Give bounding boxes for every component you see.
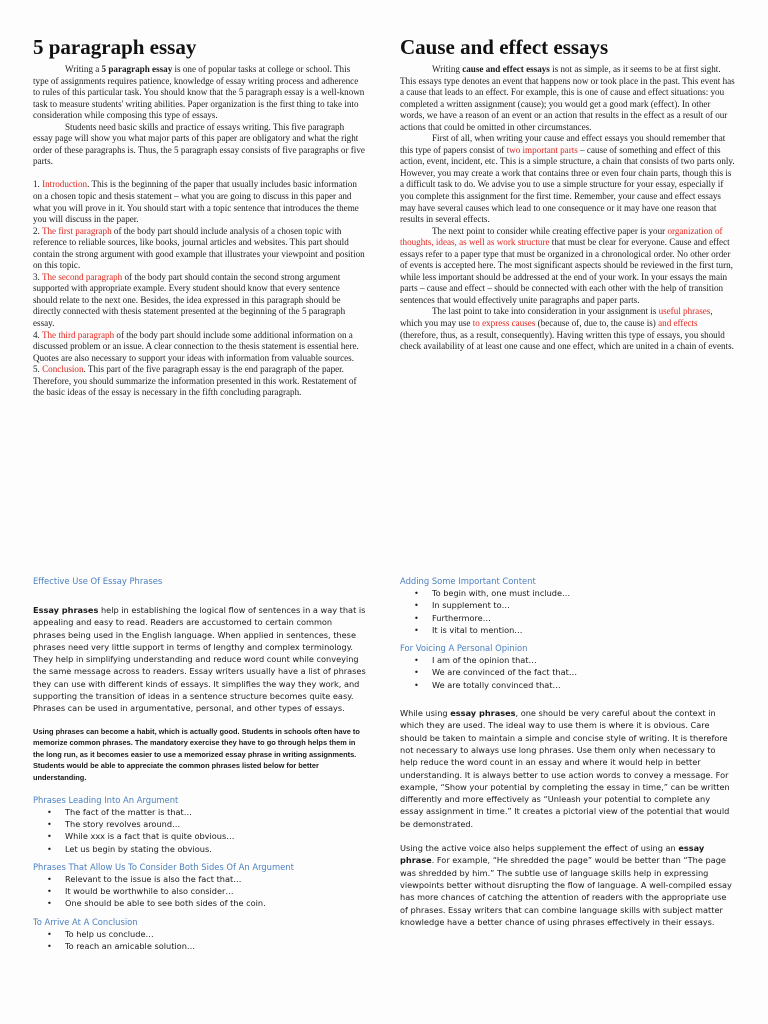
- list-item: • To begin with, one must include…: [432, 587, 735, 599]
- cause-effect-title: Cause and effect essays: [400, 35, 609, 59]
- list-item: • To reach an amicable solution…: [65, 940, 366, 952]
- both-sides-phrase-list: [33, 873, 366, 910]
- list-item: • One should be able to see both sides of the coin.: [65, 897, 366, 909]
- list-item: 3. The second paragraph of the body part should contain the second strong argument supported with appropriate example. Every student should know that every sentence should relate to the next one. Besides, the idea expressed in this paragraph should be directly connected with thesis statement presented at the beginning of the 5 paragraph essay.: [33, 271, 346, 328]
- important-content-heading: Adding Some Important Content: [400, 576, 536, 586]
- paragraph-list: [33, 179, 366, 398]
- personal-opinion-list: [400, 654, 735, 691]
- list-item: • In supplement to…: [432, 599, 735, 611]
- list-item: • It would be worthwhile to also consider…: [65, 885, 366, 897]
- list-item: • The story revolves around…: [65, 818, 366, 830]
- five-paragraph-essay-section: [33, 36, 366, 399]
- skills-paragraph: Students need basic skills and practice of essays writing. This five paragraph essay page will show you what major parts of this paper are obligatory and what the right order of these paragraphs is. Thus, the 5 paragraph essay consists of five paragraphs or five parts.: [33, 121, 365, 167]
- structure-paragraph: First of all, when writing your cause and effect essays you should remember that this type of papers consist of two important parts – cause of something and effect of this action, event, incident, etc. This is a simple structure, a chain that consists of two parts only. However, you may create a work that contains three or even four chain parts, though this is a difficult task to do. We advise you to use a simple structure for your essay, especially if you complete this assignment for the first time. Remember, your cause and effect essays may have several causes which lead to one consequence or it may have one reason that results in several effects.: [400, 133, 735, 225]
- list-item: 2. The first paragraph of the body part should include analysis of a chosen topic with reference to reliable sources, like books, journal articles and websites. This part should contain the strong argument with good example that illustrates your viewpoint and position on this topic.: [33, 225, 365, 271]
- list-item: • Furthermore…: [432, 612, 735, 624]
- cause-effect-section: [400, 36, 735, 353]
- list-item: • Relevant to the issue is also the fact that…: [65, 873, 366, 885]
- five-paragraph-essay-title: 5 paragraph essay: [33, 35, 197, 59]
- list-item: 5. Conclusion. This part of the five paragraph essay is the end paragraph of the paper. Therefore, you should summarize the information presented in this work. Restatement of the basic ideas of the essay is necessary in the fifth concluding paragraph.: [33, 364, 357, 398]
- list-item: 1. Introduction. This is the beginning of the paper that usually includes basic information on a chosen topic and thesis statement – what you are going to discuss in this paper and what you will prove in it. You should start with a topic sentence that introduces the theme you will discuss in the paper.: [33, 179, 359, 225]
- list-item: • We are totally convinced that…: [432, 679, 735, 691]
- personal-opinion-heading: For Voicing A Personal Opinion: [400, 643, 528, 654]
- active-voice-paragraph: Using the active voice also helps supplement the effect of using an essay phrase. For example, “He shredded the page” would be better than “The page was shredded by him.” The subtle use of language skills help in expressing viewpoints better without disrupting the flow of language. A well-compiled essay has more chances of catching the attention of readers with the appropriate use of phrases. Essay writers that can combine language skills with subject matter knowledge have a better chance of using phrases effectively in their essays.: [400, 843, 732, 927]
- list-item: • While xxx is a fact that is quite obvious…: [65, 830, 366, 842]
- bold-term: Essay phrases: [33, 605, 99, 615]
- both-sides-heading: Phrases That Allow Us To Consider Both Sides Of An Argument: [33, 861, 294, 872]
- phrases-continued-section: [400, 575, 735, 928]
- bold-term: 5 paragraph essay: [101, 64, 173, 74]
- conclusion-phrase-list: [33, 928, 366, 953]
- bold-term: cause and effect essays: [462, 64, 550, 74]
- definition-paragraph: Writing cause and effect essays is not as simple, as it seems to be at first sight. This essays type denotes an event that happens now or took place in the past. This event has a cause that leads to an effect. For example, this is one of cause and effect situations: you completed a written assignment (cause); you would get a good mark (effect). In other words, we have a reason of an event or an action that results in the effect as a result of our actions that could be omitted in other circumstances.: [400, 64, 735, 132]
- intro-paragraph: Writing a 5 paragraph essay is one of popular tasks at college or school. This type of assignments requires patience, knowledge of essay writing process and adherence to rules of this particular task. You should know that the 5 paragraph essay is a well-known task to measure students' writing abilities. Paper organization is the first thing to take into consideration while composing this type of essays.: [33, 64, 365, 121]
- important-content-list: [400, 587, 735, 636]
- list-item: • We are convinced of the fact that…: [432, 666, 735, 678]
- bold-term: essay phrase: [400, 843, 705, 866]
- list-item: 4. The third paragraph of the body part should include some additional information on a discussed problem or an issue. A clear connection to the thesis statement is essential here. Quotes are also necessary to support your ideas with information from valuable sources.: [33, 329, 359, 363]
- organization-paragraph: The next point to consider while creating effective paper is your organization of thoughts, ideas, as well as work structure that must be clear for everyone. Cause and effect essays refer to a paper type that must be organized in a chronological order. No other order of events is accepted here. The most significant aspects should be reviewed in the first turn, while less important should be addressed at the end of your work. In your essays the main parts – cause and effect – should be connected with each other with the help of transition sentences that would effectively unite paragraphs and paper parts.: [400, 225, 733, 305]
- list-item: • Let us begin by stating the obvious.: [65, 843, 366, 855]
- list-item: • The fact of the matter is that…: [65, 806, 366, 818]
- essay-phrases-section: [33, 575, 366, 952]
- argument-phrase-list: [33, 806, 366, 855]
- argument-heading: Phrases Leading Into An Argument: [33, 794, 179, 805]
- essay-phrases-paragraph: Essay phrases help in establishing the logical flow of sentences in a way that is appealing and easy to read. Readers are accustomed to certain common phrases being used in the English language. When applied in sentences, these phrases need very little support in terms of lengthy and complex terminology. They help in simplifying understanding and reduce word count while conveying the same message across to readers. Essay writers usually have a list of phrases they can use with different kinds of essays. It simplifies the way they work, and supporting the transition of ideas in a sentence structure becomes quite easy. Phrases can be used in argumentative, personal, and other types of essays.: [33, 605, 366, 714]
- effective-use-heading: Effective Use Of Essay Phrases: [33, 576, 163, 586]
- careful-use-paragraph: While using essay phrases, one should be very careful about the context in which they are used. The ideal way to use them is where it is obvious. Care should be taken to maintain a simple and concise style of writing. It is therefore not necessary to always use long phrases. Use them only when necessary to help reduce the word count in an essay and where it would help in better understanding. It is always better to use action words to convey a message. For example, “Show your potential by completing the essay in time,” can be written differently and more effectively as “Unleash your potential to complete any essay assignment in time.” It creates a pictorial view of the potential that would be demonstrated.: [400, 708, 730, 829]
- list-item: • It is vital to mention…: [432, 624, 735, 636]
- phrases-paragraph: The last point to take into consideration in your assignment is useful phrases, which you may use to express causes (because of, due to, the cause is) and effects (therefore, thus, as a result, consequently). Having written this type of essays, you should check availability of at least one cause and one effect, which are united in a chain of events.: [400, 306, 734, 352]
- list-item: • To help us conclude…: [65, 928, 366, 940]
- conclusion-heading: To Arrive At A Conclusion: [33, 916, 138, 927]
- bold-term: essay phrases: [450, 708, 516, 719]
- habit-paragraph: Using phrases can become a habit, which is actually good. Students in schools often have to memorize common phrases. The mandatory exercise they have to go through helps them in the long run, as it becomes easier to use a memorized essay phrase in writing assignments. Students would be able to appreciate the common phrases listed below for better understanding.: [33, 726, 360, 783]
- list-item: • I am of the opinion that…: [432, 654, 735, 666]
